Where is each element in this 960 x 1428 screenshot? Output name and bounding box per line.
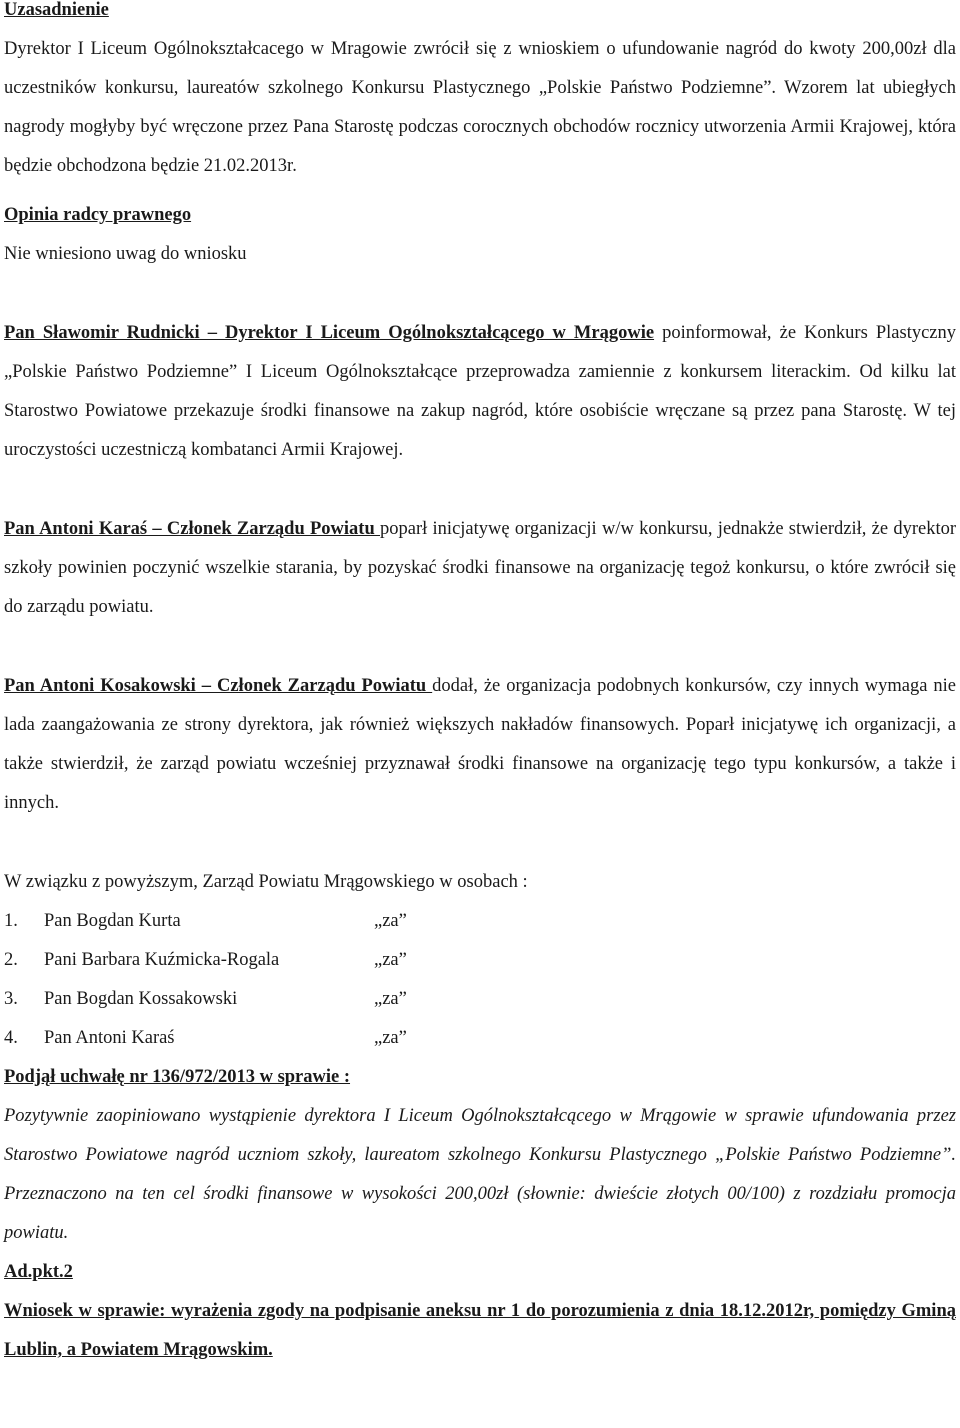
vote-value: „za” xyxy=(374,989,407,1009)
vote-row xyxy=(4,980,956,1019)
paragraph-uzasadnienie: Dyrektor I Liceum Ogólnokształcacego w Mragowie zwrócił się z wnioskiem o ufundowanie nagród do kwoty 200,00zł dla uczestników konkursu, laureatów szkolnego Konkursu Plastycznego „Polskie Państwo Podziemne”. Wzorem lat ubiegłych nagrody mogłyby być wręczone przez Pana Starostę podczas corocznych obchodów rocznicy utworzenia Armii Krajowej, która będzie obchodzona będzie 21.02.2013r. xyxy=(4,39,956,176)
paragraph-karas xyxy=(4,510,956,627)
heading-uzasadnienie: Uzasadnienie xyxy=(4,0,109,20)
vote-row xyxy=(4,941,956,980)
vote-number: 2. xyxy=(4,950,18,970)
agenda-point: Ad.pkt.2 xyxy=(4,1262,73,1282)
vote-value: „za” xyxy=(374,1028,407,1048)
vote-list xyxy=(4,902,956,1058)
vote-member-name: Pan Antoni Karaś xyxy=(44,1028,175,1048)
resolution-text: Pozytywnie zaopiniowano wystąpienie dyrektora I Liceum Ogólnokształcącego w Mrągowie w sprawie ufundowania przez Starostwo Powiatowe nagród uczniom szkoły, laureatom szkolnego Konkursu Plastycznego „Polskie Państwo Podziemne”. Przeznaczono na ten cel środki finansowe w wysokości 200,00zł (słownie: dwieście złotych 00/100) z rozdziału promocja powiatu. xyxy=(4,1106,956,1243)
vote-number: 4. xyxy=(4,1028,18,1048)
heading-opinia: Opinia radcy prawnego xyxy=(4,205,192,225)
vote-intro: W związku z powyższym, Zarząd Powiatu Mrągowskiego w osobach : xyxy=(4,872,528,892)
vote-member-name: Pan Bogdan Kossakowski xyxy=(44,989,238,1009)
vote-row xyxy=(4,1019,956,1058)
vote-value: „za” xyxy=(374,950,407,970)
paragraph-kosakowski xyxy=(4,667,956,823)
speaker-karas: Pan Antoni Karaś – Członek Zarządu Powiatu xyxy=(4,519,381,539)
statement-karas: poparł inicjatywę organizacji w/w konkursu, jednakże stwierdził, że dyrektor szkoły powinien poczynić wszelkie starania, by pozyskać środki finansowe na organizację tegoż konkursu, o które zwrócił się do zarządu powiatu. xyxy=(4,519,956,617)
paragraph-opinia: Nie wniesiono uwag do wniosku xyxy=(4,244,247,264)
speaker-rudnicki: Pan Sławomir Rudnicki – Dyrektor I Liceum Ogólnokształcącego w Mrągowie xyxy=(4,323,655,343)
speaker-kosakowski: Pan Antoni Kosakowski – Członek Zarządu Powiatu xyxy=(4,676,433,696)
motion-heading: Wniosek w sprawie: wyrażenia zgody na podpisanie aneksu nr 1 do porozumienia z dnia 18.12.2012r, pomiędzy Gminą Lublin, a Powiatem Mrągowskim. xyxy=(4,1301,956,1360)
resolution-heading: Podjął uchwałę nr 136/972/2013 w sprawie : xyxy=(4,1067,351,1087)
vote-member-name: Pan Bogdan Kurta xyxy=(44,911,181,931)
vote-value: „za” xyxy=(374,911,407,931)
vote-number: 1. xyxy=(4,911,18,931)
paragraph-rudnicki xyxy=(4,314,956,470)
vote-number: 3. xyxy=(4,989,18,1009)
statement-kosakowski: dodał, że organizacja podobnych konkursów, czy innych wymaga nie lada zaangażowania ze strony dyrektora, jak również większych nakładów finansowych. Poparł inicjatywę ich organizacji, a także stwierdził, że zarząd powiatu wcześniej przyznawał środki finansowe na organizację tego typu konkursów, a także i innych. xyxy=(4,676,956,813)
vote-row xyxy=(4,902,956,941)
statement-rudnicki: poinformował, że Konkurs Plastyczny „Polskie Państwo Podziemne” I Liceum Ogólnokształcące przeprowadza zamiennie z konkursem literackim. Od kilku lat Starostwo Powiatowe przekazuje środki finansowe na zakup nagród, które osobiście wręczane są przez pana Starostę. W tej uroczystości uczestniczą kombatanci Armii Krajowej. xyxy=(4,323,957,460)
vote-member-name: Pani Barbara Kuźmicka-Rogala xyxy=(44,950,280,970)
